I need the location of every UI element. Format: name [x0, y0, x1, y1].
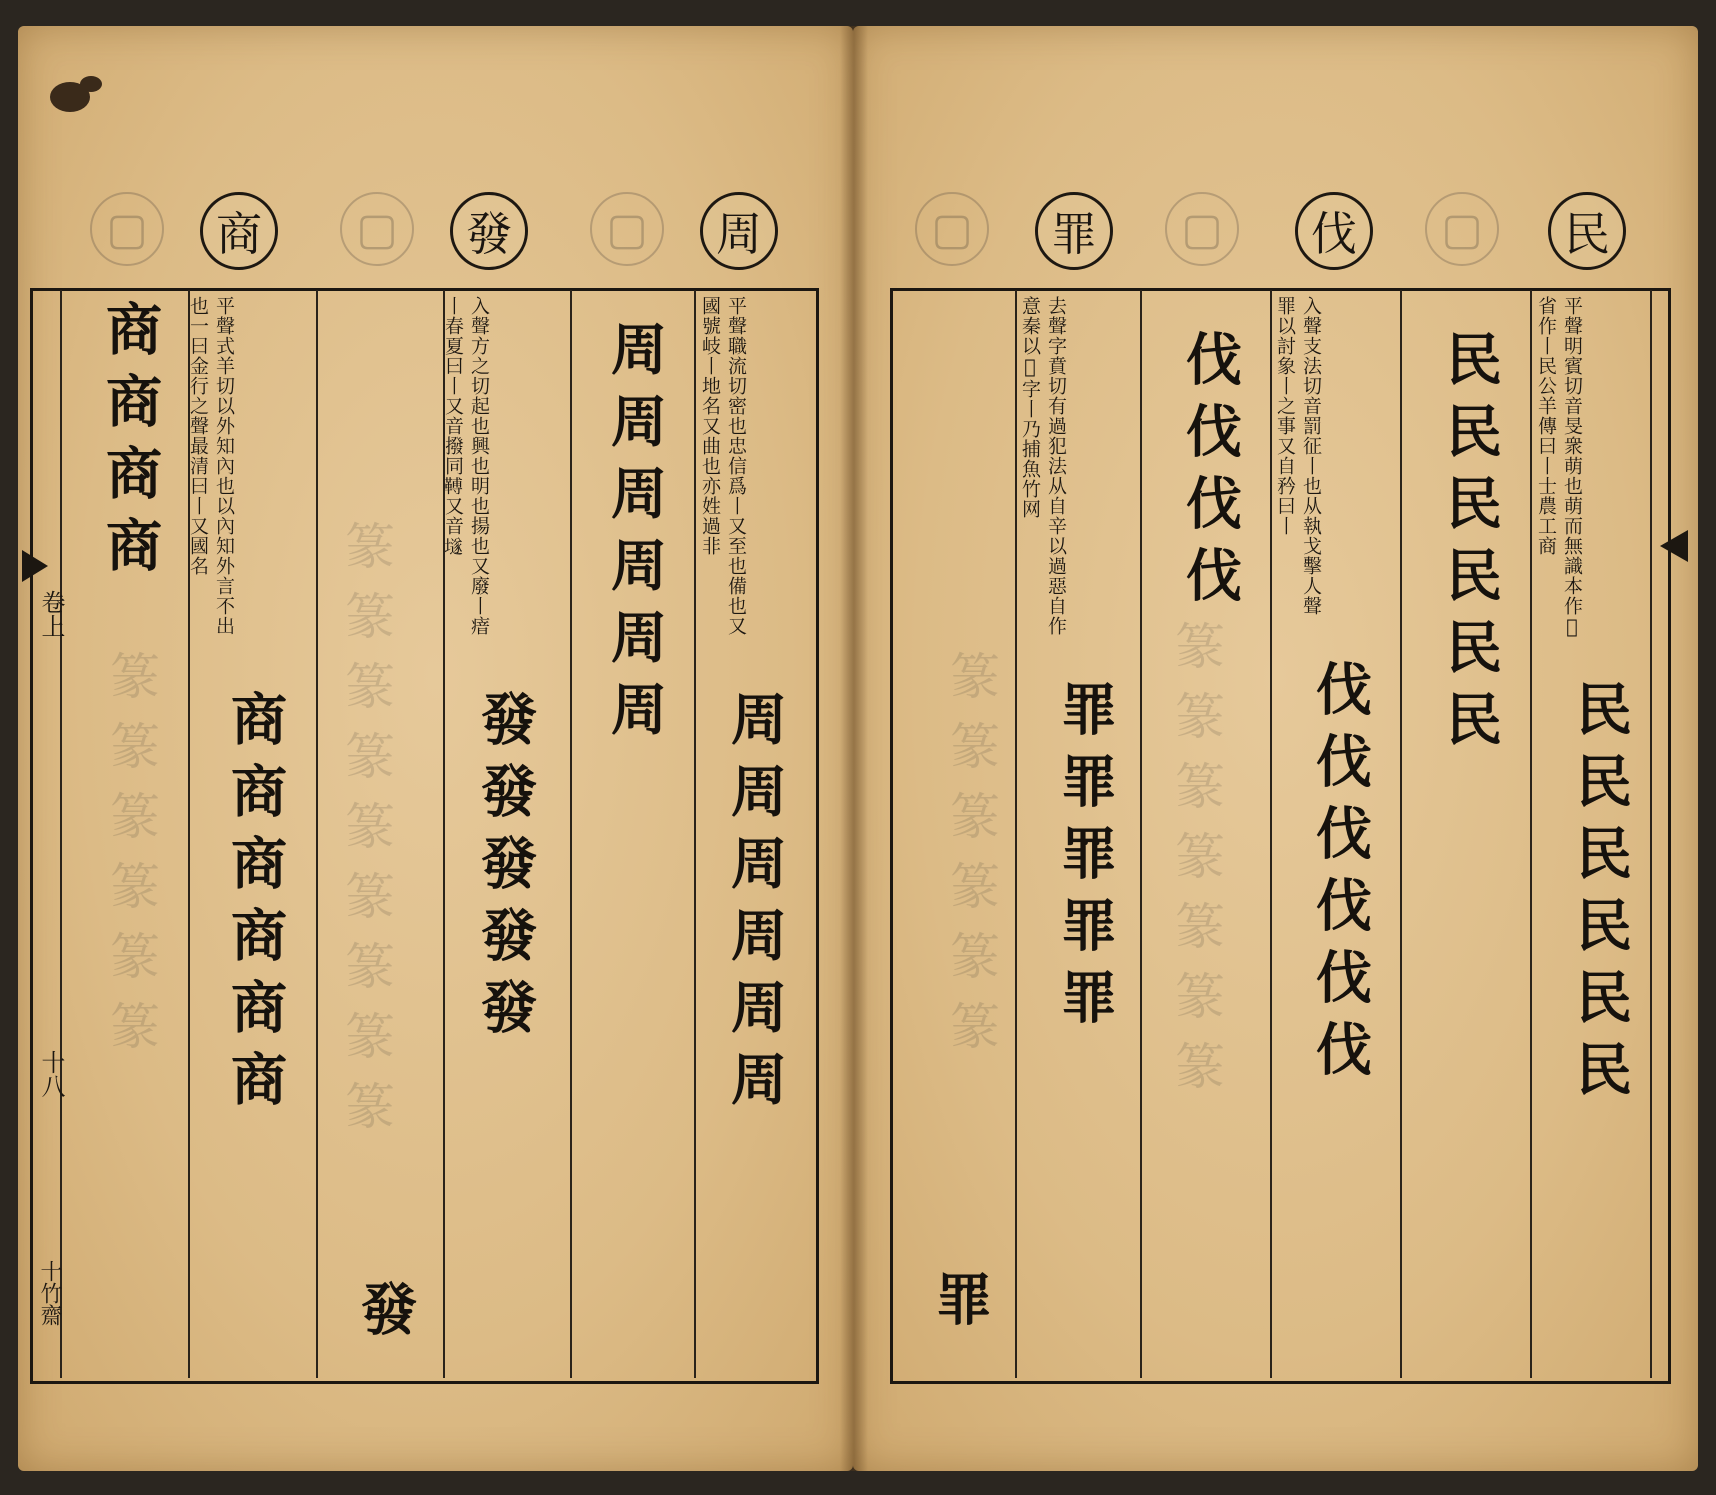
column-divider: [1650, 290, 1652, 1378]
book-gutter: [840, 26, 868, 1471]
gloss-shang: 平聲式羊切以外知內也以內知外言不出也一曰金行之聲最清曰丨又國名: [187, 296, 235, 636]
bleed-through-text: 篆篆篆篆篆篆篆: [1167, 620, 1225, 1110]
heading-char-zhou: 周: [700, 192, 778, 270]
heading-char-min: 民: [1548, 192, 1626, 270]
heading-char-shang: 商: [200, 192, 278, 270]
bleed-through-circle: ▢: [915, 192, 989, 266]
bleed-through-text: 篆篆篆篆篆篆: [102, 650, 160, 1070]
heading-char-fa-attack: 伐: [1295, 192, 1373, 270]
bleed-through-circle: ▢: [1425, 192, 1499, 266]
studio-name: 十竹齋: [37, 1260, 62, 1326]
gloss-fa: 入聲方之切起也興也明也揚也又廢丨瘖丨春夏曰丨又音撥同𩌏又音𡑞: [442, 296, 490, 636]
gloss-min: 平聲明賓切音旻衆萌也萌而無識本作𣲨省作丨民公羊傳曰丨士農工商: [1535, 296, 1583, 639]
gloss-zui: 去聲字賁切有過犯法从自辛以過惡自作意秦以𦊰字丨乃捕魚竹网: [1019, 296, 1067, 636]
fishtail-mark-left: [22, 550, 48, 582]
column-divider: [60, 290, 62, 1378]
seal-column-fa-2: 發: [352, 1280, 418, 1352]
gloss-zhou: 平聲職流切密也忠信爲丨又至也備也又國號岐丨地名又曲也亦姓過非: [699, 296, 747, 636]
fishtail-mark-right: [1660, 530, 1688, 562]
leaf-number: 十八: [37, 1050, 65, 1098]
column-divider: [1140, 290, 1142, 1378]
column-divider: [694, 290, 696, 1378]
paper-damage-spot: [80, 76, 102, 92]
seal-column-min-2: 民民民民民民: [1437, 330, 1503, 762]
column-divider: [316, 290, 318, 1378]
seal-column-fa-attack-2: 伐伐伐伐: [1177, 330, 1243, 618]
column-divider: [570, 290, 572, 1378]
seal-column-shang-1: 商商商商商商: [222, 690, 288, 1122]
column-divider: [1530, 290, 1532, 1378]
column-divider: [1400, 290, 1402, 1378]
seal-column-fa-1: 發發發發發: [472, 690, 538, 1050]
seal-column-zhou-1: 周周周周周周: [722, 690, 788, 1122]
seal-column-zui-2: 罪: [927, 1270, 993, 1342]
gloss-fa-attack: 入聲支法切音罰征丨也从執戈擊人聲罪以討象丨之事又自矜曰丨: [1274, 296, 1322, 616]
seal-column-fa-attack-1: 伐伐伐伐伐伐: [1307, 660, 1373, 1092]
bleed-through-circle: ▢: [1165, 192, 1239, 266]
seal-column-zui-1: 罪罪罪罪罪: [1052, 680, 1118, 1040]
seal-column-min-1: 民民民民民民: [1567, 680, 1633, 1112]
bleed-through-text: 篆篆篆篆篆篆篆篆篆: [337, 520, 395, 1150]
heading-char-zui: 罪: [1035, 192, 1113, 270]
seal-column-zhou-2: 周周周周周周: [602, 320, 668, 752]
seal-column-shang-2: 商商商商: [97, 300, 163, 588]
bleed-through-text: 篆篆篆篆篆篆: [942, 650, 1000, 1070]
bleed-through-circle: ▢: [340, 192, 414, 266]
heading-char-fa: 發: [450, 192, 528, 270]
volume-label: 卷上: [37, 590, 65, 638]
bleed-through-circle: ▢: [590, 192, 664, 266]
bleed-through-circle: ▢: [90, 192, 164, 266]
